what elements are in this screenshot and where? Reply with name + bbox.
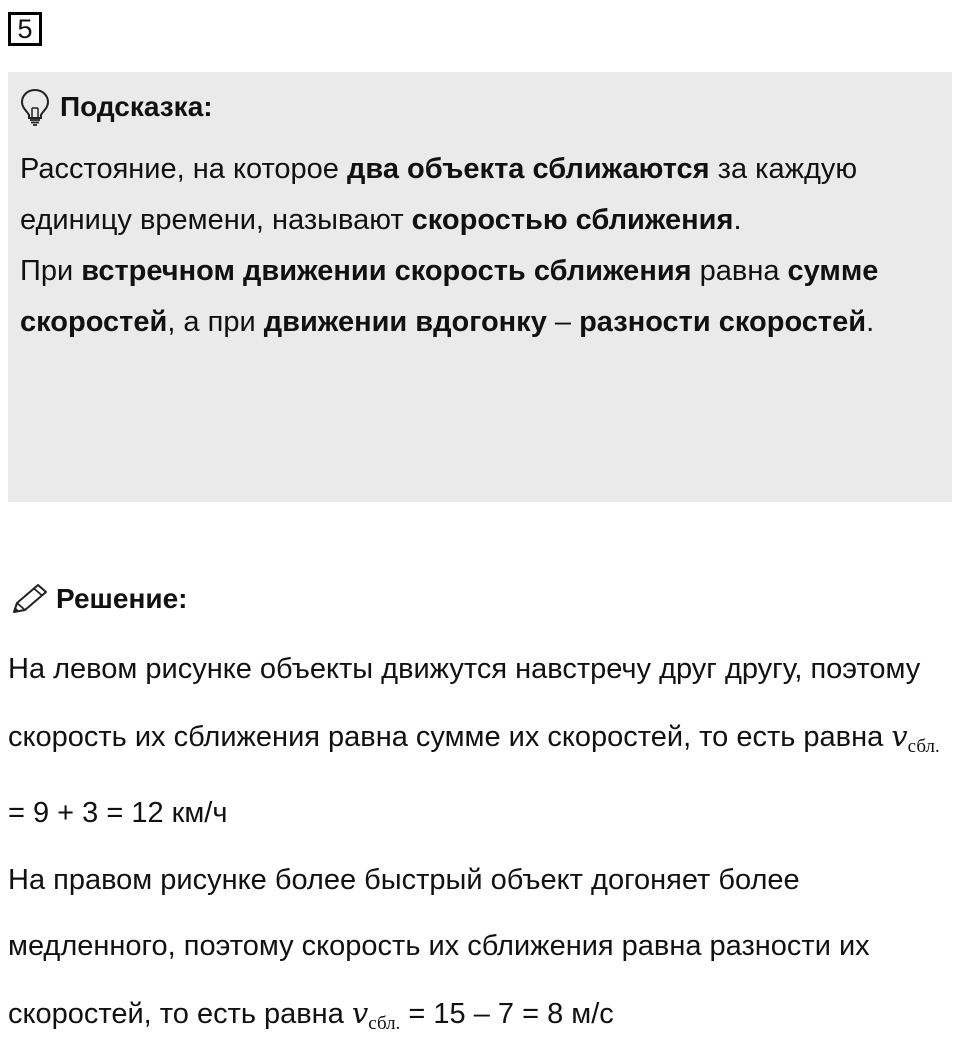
hint-title: Подсказка: [60, 91, 213, 123]
text: При [20, 255, 81, 287]
lightbulb-icon [20, 88, 50, 126]
velocity-subscript: сбл. [908, 736, 940, 757]
text: – [547, 306, 579, 338]
bold-text: скоростью сближения [412, 204, 734, 236]
hint-header [20, 82, 940, 132]
text: . [733, 204, 741, 236]
bold-text: движении вдогонку [264, 306, 547, 338]
equation: = 15 – 7 = 8 м/с [400, 998, 613, 1030]
pencil-icon [8, 582, 50, 616]
solution-title: Решение: [56, 583, 187, 615]
bold-text: встречном движении скорость сближения [81, 255, 691, 287]
text: На левом рисунке объекты движутся навстречу друг другу, поэтому скорость их сближения равна сумме их скоростей, то есть равна [8, 653, 920, 753]
solution-text [8, 636, 952, 1057]
solution-paragraph-2 [8, 847, 952, 1057]
hint-paragraph-2 [20, 246, 940, 348]
hint-text [20, 144, 940, 348]
bold-text: два объекта сближаются [347, 153, 710, 185]
bold-text: разности скоростей [579, 306, 866, 338]
text: . [866, 306, 874, 338]
text: Расстояние, на которое [20, 153, 347, 185]
text: за каждую единицу времени, называют [20, 153, 857, 236]
velocity-subscript: сбл. [368, 1013, 400, 1034]
hint-paragraph-1 [20, 144, 940, 246]
task-number: 5 [17, 16, 32, 43]
task-number-box [8, 12, 42, 46]
bold-text: сумме скоростей [20, 255, 878, 338]
hint-box [8, 72, 952, 502]
velocity-symbol: v [891, 719, 907, 753]
text: На правом рисунке более быстрый объект догоняет более медленного, поэтому скорость их сближения равна разности их скоростей, то есть равна [8, 864, 870, 1030]
text: , а при [167, 306, 263, 338]
equation: = 9 + 3 = 12 км/ч [8, 797, 227, 829]
text: равна [692, 255, 788, 287]
solution-header [8, 576, 187, 622]
solution-paragraph-1 [8, 636, 952, 847]
velocity-symbol: v [352, 996, 368, 1030]
